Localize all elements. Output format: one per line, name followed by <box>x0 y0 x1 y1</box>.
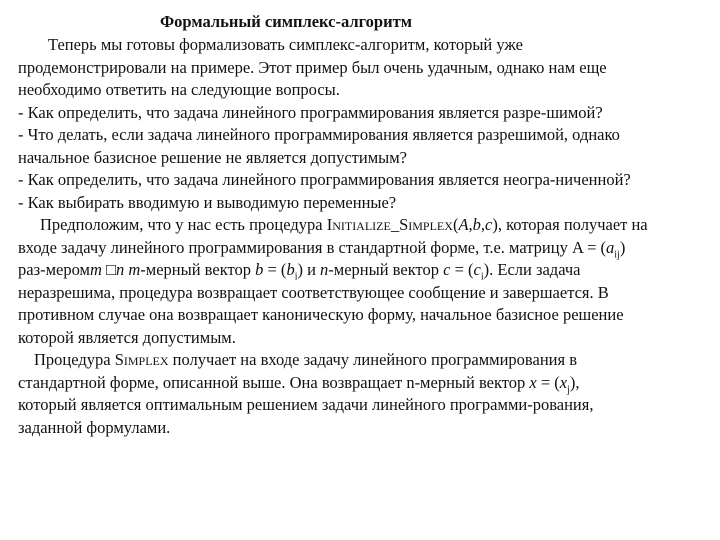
page-title: Формальный симплекс-алгоритм <box>160 12 412 31</box>
math-symbol: n <box>116 260 125 279</box>
text-fragment: □ <box>101 260 116 279</box>
text-fragment: входе задачу линейного программирования в стандартной форме, т.е. матрицу <box>18 237 572 257</box>
text-fragment: Предположим, что у нас есть процедура <box>40 215 327 234</box>
paragraph-line <box>18 237 708 260</box>
text-fragment: = ( <box>582 237 607 257</box>
text-fragment: ), <box>569 372 580 392</box>
math-symbol: c <box>485 215 493 234</box>
text-fragment: = ( <box>536 372 560 392</box>
math-symbol: m <box>89 260 102 279</box>
paragraph-line: которой является допустимым. <box>18 327 236 347</box>
math-symbol: x <box>559 372 568 392</box>
math-symbol: A <box>571 237 583 257</box>
math-symbol: a <box>606 237 615 257</box>
document-page <box>18 10 708 439</box>
paragraph-line: противном случае она возвращает каноническую форму, начальное базисное решение <box>18 305 624 324</box>
paragraph-line: который является оптимальным решением задачи линейного программи-рования, <box>18 395 594 414</box>
text-fragment: -мерный вектор <box>140 260 256 279</box>
math-symbol: b <box>472 215 481 234</box>
paragraph-line <box>18 349 708 372</box>
math-symbol: x <box>529 372 537 392</box>
text-fragment: ) и <box>297 260 321 279</box>
question-item: - Как выбирать вводимую и выводимую переменные? <box>18 192 397 212</box>
math-symbol: c <box>473 260 481 279</box>
text-fragment: = ( <box>263 260 287 279</box>
procedure-name: Initialize_Simplex <box>326 215 453 234</box>
question-item-continuation: начальное базисное решение не является допустимым? <box>18 147 407 167</box>
question-item: - Как определить, что задача линейного программирования является неогра-ниченной? <box>18 170 631 189</box>
question-item: - Как определить, что задача линейного программирования является разре-шимой? <box>18 102 603 122</box>
math-symbol: n <box>320 260 329 279</box>
paragraph-line: заданной формулами. <box>18 417 171 437</box>
paragraph-line <box>18 214 708 237</box>
paragraph-line <box>18 372 708 395</box>
math-symbol: b <box>255 260 264 279</box>
subscript: i <box>294 271 298 283</box>
paragraph-line: Теперь мы готовы формализовать симплекс-алгоритм, который уже <box>48 35 523 54</box>
math-symbol: m <box>128 260 141 279</box>
paragraph-line: необходимо ответить на следующие вопросы. <box>18 80 340 99</box>
text-fragment: Процедура <box>34 350 115 369</box>
text-fragment: ), которая получает на <box>492 215 648 234</box>
math-symbol: c <box>443 260 451 279</box>
text-fragment: -мерный вектор <box>328 260 444 279</box>
paragraph-line: продемонстрировали на примере. Этот пример был очень удачным, однако нам еще <box>18 57 607 77</box>
text-fragment: ). Если задача <box>483 260 581 279</box>
procedure-name: Simplex <box>114 350 169 369</box>
math-symbol: b <box>286 260 295 279</box>
paragraph-line: неразрешима, процедура возвращает соответствующее сообщение и завершается. В <box>18 282 609 302</box>
question-item: - Что делать, если задача линейного программирования является разрешимой, однако <box>18 125 620 144</box>
subscript: j <box>567 383 570 395</box>
subscript: ij <box>614 248 620 260</box>
text-fragment: , <box>480 215 486 234</box>
paragraph-line <box>18 259 708 282</box>
text-fragment: ( <box>452 215 459 234</box>
text-fragment: стандартной форме, описанной выше. Она возвращает n-мерный вектор <box>18 372 530 392</box>
text-fragment: раз-мером <box>18 260 90 279</box>
text-fragment: = ( <box>450 260 474 279</box>
math-symbol: A <box>458 215 469 234</box>
text-fragment: , <box>468 215 473 234</box>
text-fragment: получает на входе задачу линейного программирования в <box>168 350 577 369</box>
subscript: i <box>480 271 484 283</box>
text-fragment: ) <box>619 237 626 257</box>
